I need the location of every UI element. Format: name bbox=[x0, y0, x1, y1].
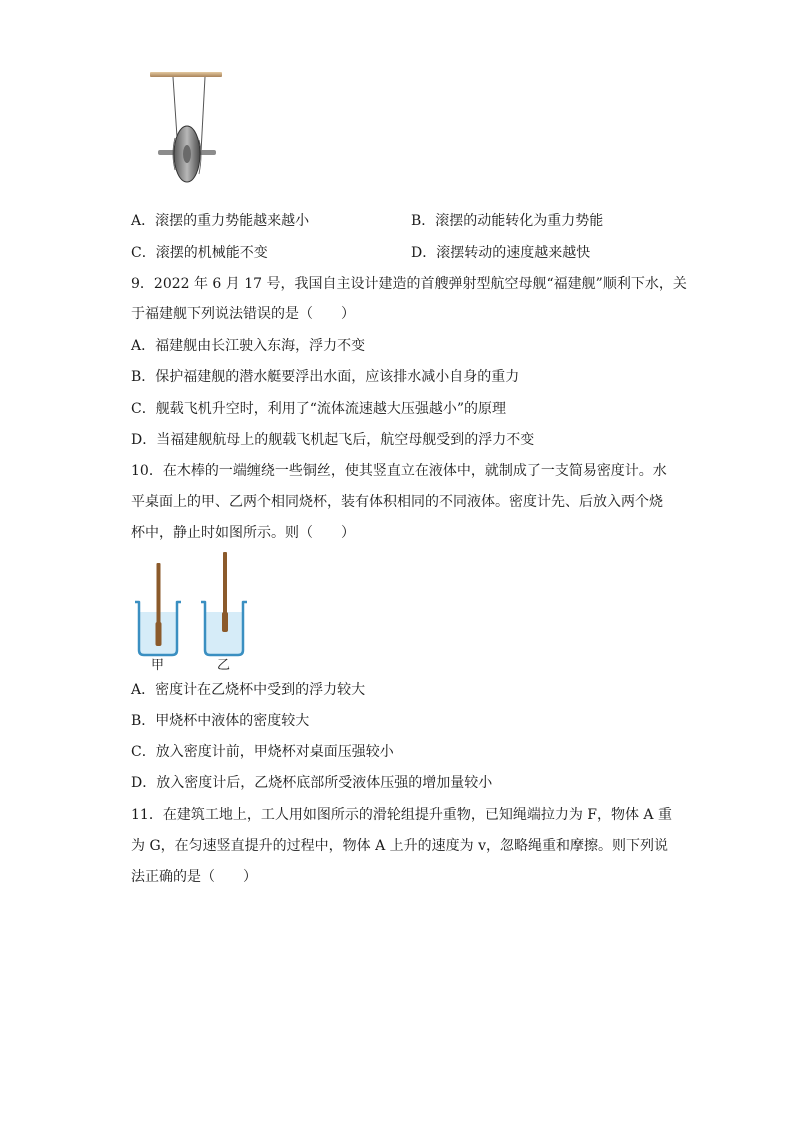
q10-stem-line-1: 10．在木棒的一端缠绕一些铜丝，使其竖直立在液体中，就制成了一支简易密度计。水 bbox=[131, 463, 667, 479]
densimeter-yi-weight bbox=[222, 612, 228, 632]
beaker-yi bbox=[201, 552, 247, 655]
maxwell-pendulum-figure bbox=[145, 70, 230, 195]
q9-stem-line-2: 于福建舰下列说法错误的是（ ） bbox=[131, 306, 355, 322]
beaker-label-yi: 乙 bbox=[217, 658, 231, 673]
q9-stem-line-1: 9．2022 年 6 月 17 号，我国自主设计建造的首艘弹射型航空母舰“福建舰”顺利下水，关 bbox=[131, 276, 687, 292]
q10-option-c[interactable]: C．放入密度计前，甲烧杯对桌面压强较小 bbox=[131, 744, 394, 760]
q10-stem-line-2: 平桌面上的甲、乙两个相同烧杯，装有体积相同的不同液体。密度计先、后放入两个烧 bbox=[131, 494, 663, 510]
q11-stem-line-2: 为 G，在匀速竖直提升的过程中，物体 A 上升的速度为 v，忽略绳重和摩擦。则下列说 bbox=[131, 838, 669, 854]
maxwell-pendulum-drawing bbox=[145, 70, 230, 195]
q8-option-a[interactable]: A．滚摆的重力势能越来越小 bbox=[131, 213, 310, 229]
q8-option-c[interactable]: C．滚摆的机械能不变 bbox=[131, 245, 268, 261]
q11-stem-line-1: 11．在建筑工地上，工人用如图所示的滑轮组提升重物，已知绳端拉力为 F，物体 A 重 bbox=[131, 807, 672, 823]
q8-option-d[interactable]: D．滚摆转动的速度越来越快 bbox=[411, 245, 591, 261]
q11-stem-line-3: 法正确的是（ ） bbox=[131, 869, 257, 885]
beaker-jia bbox=[135, 563, 181, 655]
wheel-hub bbox=[183, 145, 191, 163]
q10-stem-line-3: 杯中，静止时如图所示。则（ ） bbox=[131, 525, 355, 541]
beakers-figure bbox=[132, 550, 257, 660]
support-bar bbox=[150, 72, 222, 77]
q9-option-a[interactable]: A．福建舰由长江驶入东海，浮力不变 bbox=[131, 338, 366, 354]
q9-option-b[interactable]: B．保护福建舰的潜水艇要浮出水面，应该排水减小自身的重力 bbox=[131, 369, 520, 385]
densimeter-jia-weight bbox=[156, 622, 162, 646]
right-string bbox=[201, 77, 205, 152]
q8-option-b[interactable]: B．滚摆的动能转化为重力势能 bbox=[411, 213, 604, 229]
q9-option-c[interactable]: C．舰载飞机升空时，利用了“流体流速越大压强越小”的原理 bbox=[131, 401, 507, 417]
q10-option-a[interactable]: A．密度计在乙烧杯中受到的浮力较大 bbox=[131, 682, 366, 698]
q9-option-d[interactable]: D．当福建舰航母上的舰载飞机起飞后，航空母舰受到的浮力不变 bbox=[131, 432, 535, 448]
beakers-drawing bbox=[132, 550, 257, 660]
q10-option-d[interactable]: D．放入密度计后，乙烧杯底部所受液体压强的增加量较小 bbox=[131, 775, 493, 791]
beaker-label-jia: 甲 bbox=[151, 658, 165, 673]
q10-option-b[interactable]: B．甲烧杯中液体的密度较大 bbox=[131, 713, 310, 729]
